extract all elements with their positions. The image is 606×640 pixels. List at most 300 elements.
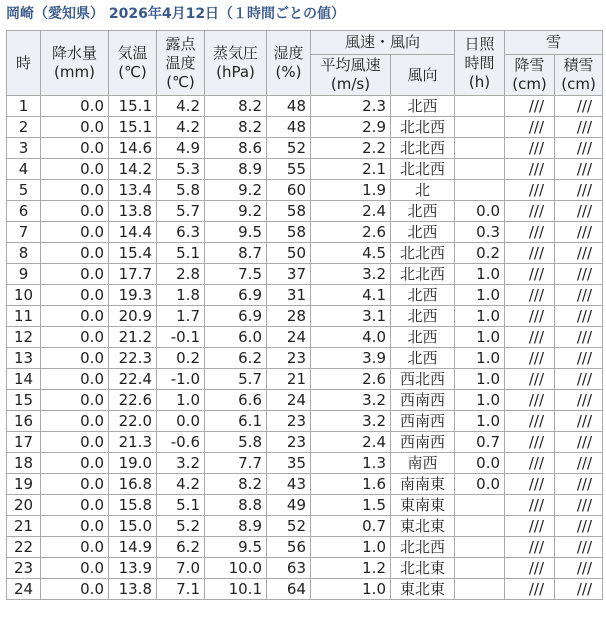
cell-hour: 22 xyxy=(7,537,41,558)
cell-sunshine: 1.0 xyxy=(455,327,505,348)
cell-hour: 4 xyxy=(7,159,41,180)
cell-temperature: 15.0 xyxy=(109,516,157,537)
cell-temperature: 22.6 xyxy=(109,390,157,411)
cell-wind-speed: 3.1 xyxy=(311,306,391,327)
cell-hour: 18 xyxy=(7,453,41,474)
cell-wind-speed: 1.0 xyxy=(311,537,391,558)
header-snow-depth: 積雪 (cm) xyxy=(555,55,603,96)
cell-vapor-pressure: 8.2 xyxy=(205,117,267,138)
cell-snow-depth: /// xyxy=(555,306,603,327)
cell-vapor-pressure: 9.5 xyxy=(205,222,267,243)
cell-vapor-pressure: 8.6 xyxy=(205,138,267,159)
cell-precipitation: 0.0 xyxy=(41,327,109,348)
table-row xyxy=(7,453,603,474)
cell-snowfall: /// xyxy=(505,201,555,222)
cell-precipitation: 0.0 xyxy=(41,180,109,201)
table-row xyxy=(7,180,603,201)
cell-dewpoint: 4.2 xyxy=(157,96,205,117)
cell-snow-depth: /// xyxy=(555,390,603,411)
cell-sunshine xyxy=(455,180,505,201)
cell-snowfall: /// xyxy=(505,180,555,201)
header-vapor-pressure: 蒸気圧 (hPa) xyxy=(205,31,267,96)
cell-vapor-pressure: 8.2 xyxy=(205,474,267,495)
cell-dewpoint: 0.0 xyxy=(157,411,205,432)
cell-vapor-pressure: 9.5 xyxy=(205,537,267,558)
cell-snow-depth: /// xyxy=(555,222,603,243)
cell-wind-speed: 2.6 xyxy=(311,369,391,390)
cell-dewpoint: 5.7 xyxy=(157,201,205,222)
cell-snow-depth: /// xyxy=(555,201,603,222)
header-sunshine: 日照 時間 (h) xyxy=(455,31,505,96)
cell-snow-depth: /// xyxy=(555,369,603,390)
cell-humidity: 63 xyxy=(267,558,311,579)
cell-snowfall: /// xyxy=(505,495,555,516)
cell-temperature: 21.3 xyxy=(109,432,157,453)
cell-hour: 21 xyxy=(7,516,41,537)
cell-sunshine: 1.0 xyxy=(455,264,505,285)
cell-dewpoint: 4.2 xyxy=(157,117,205,138)
cell-hour: 17 xyxy=(7,432,41,453)
cell-sunshine xyxy=(455,537,505,558)
cell-snow-depth: /// xyxy=(555,243,603,264)
cell-humidity: 23 xyxy=(267,411,311,432)
cell-sunshine: 1.0 xyxy=(455,348,505,369)
cell-precipitation: 0.0 xyxy=(41,159,109,180)
table-row xyxy=(7,201,603,222)
cell-snowfall: /// xyxy=(505,117,555,138)
cell-vapor-pressure: 7.7 xyxy=(205,453,267,474)
cell-wind-direction: 北北西 xyxy=(391,117,455,138)
cell-wind-speed: 3.9 xyxy=(311,348,391,369)
cell-dewpoint: 5.8 xyxy=(157,180,205,201)
cell-snowfall: /// xyxy=(505,96,555,117)
cell-wind-speed: 2.1 xyxy=(311,159,391,180)
cell-vapor-pressure: 6.6 xyxy=(205,390,267,411)
table-row xyxy=(7,348,603,369)
cell-wind-direction: 北西 xyxy=(391,285,455,306)
cell-wind-speed: 3.2 xyxy=(311,390,391,411)
cell-snow-depth: /// xyxy=(555,264,603,285)
cell-vapor-pressure: 8.7 xyxy=(205,243,267,264)
cell-snow-depth: /// xyxy=(555,579,603,600)
hourly-observation-table xyxy=(6,30,603,600)
cell-sunshine: 0.0 xyxy=(455,474,505,495)
cell-snow-depth: /// xyxy=(555,138,603,159)
cell-wind-speed: 1.0 xyxy=(311,579,391,600)
cell-hour: 15 xyxy=(7,390,41,411)
cell-precipitation: 0.0 xyxy=(41,138,109,159)
cell-snow-depth: /// xyxy=(555,159,603,180)
cell-wind-speed: 0.7 xyxy=(311,516,391,537)
cell-humidity: 23 xyxy=(267,348,311,369)
cell-humidity: 23 xyxy=(267,432,311,453)
cell-hour: 2 xyxy=(7,117,41,138)
cell-snowfall: /// xyxy=(505,159,555,180)
table-row xyxy=(7,306,603,327)
cell-dewpoint: -0.1 xyxy=(157,327,205,348)
cell-snowfall: /// xyxy=(505,516,555,537)
table-row xyxy=(7,411,603,432)
cell-wind-speed: 3.2 xyxy=(311,411,391,432)
table-row xyxy=(7,558,603,579)
cell-snow-depth: /// xyxy=(555,516,603,537)
cell-precipitation: 0.0 xyxy=(41,285,109,306)
cell-sunshine xyxy=(455,138,505,159)
cell-hour: 23 xyxy=(7,558,41,579)
table-row xyxy=(7,579,603,600)
header-snow-group: 雪 xyxy=(505,31,603,55)
cell-snowfall: /// xyxy=(505,537,555,558)
cell-vapor-pressure: 8.9 xyxy=(205,516,267,537)
cell-vapor-pressure: 8.9 xyxy=(205,159,267,180)
cell-vapor-pressure: 10.0 xyxy=(205,558,267,579)
cell-snow-depth: /// xyxy=(555,327,603,348)
cell-sunshine: 0.2 xyxy=(455,243,505,264)
table-row xyxy=(7,390,603,411)
table-row xyxy=(7,117,603,138)
cell-snow-depth: /// xyxy=(555,117,603,138)
cell-temperature: 20.9 xyxy=(109,306,157,327)
cell-wind-direction: 東北東 xyxy=(391,516,455,537)
cell-dewpoint: 5.1 xyxy=(157,243,205,264)
cell-wind-direction: 北北西 xyxy=(391,537,455,558)
table-row xyxy=(7,495,603,516)
cell-sunshine: 1.0 xyxy=(455,411,505,432)
cell-hour: 6 xyxy=(7,201,41,222)
cell-snow-depth: /// xyxy=(555,495,603,516)
cell-vapor-pressure: 8.2 xyxy=(205,96,267,117)
cell-humidity: 60 xyxy=(267,180,311,201)
cell-humidity: 28 xyxy=(267,306,311,327)
cell-snowfall: /// xyxy=(505,411,555,432)
cell-wind-direction: 北西 xyxy=(391,348,455,369)
cell-hour: 3 xyxy=(7,138,41,159)
cell-sunshine: 1.0 xyxy=(455,306,505,327)
cell-wind-direction: 北西 xyxy=(391,96,455,117)
cell-dewpoint: 1.7 xyxy=(157,306,205,327)
cell-vapor-pressure: 6.1 xyxy=(205,411,267,432)
cell-temperature: 19.3 xyxy=(109,285,157,306)
cell-dewpoint: 1.0 xyxy=(157,390,205,411)
cell-sunshine: 1.0 xyxy=(455,390,505,411)
cell-precipitation: 0.0 xyxy=(41,306,109,327)
cell-hour: 1 xyxy=(7,96,41,117)
cell-dewpoint: 0.2 xyxy=(157,348,205,369)
cell-snow-depth: /// xyxy=(555,453,603,474)
cell-hour: 8 xyxy=(7,243,41,264)
cell-humidity: 37 xyxy=(267,264,311,285)
cell-precipitation: 0.0 xyxy=(41,201,109,222)
header-precipitation: 降水量 (mm) xyxy=(41,31,109,96)
cell-dewpoint: 5.1 xyxy=(157,495,205,516)
cell-snowfall: /// xyxy=(505,579,555,600)
cell-wind-speed: 1.6 xyxy=(311,474,391,495)
cell-wind-direction: 北北西 xyxy=(391,159,455,180)
cell-dewpoint: 4.2 xyxy=(157,474,205,495)
cell-humidity: 58 xyxy=(267,222,311,243)
cell-snow-depth: /// xyxy=(555,474,603,495)
cell-wind-direction: 北 xyxy=(391,180,455,201)
cell-vapor-pressure: 6.0 xyxy=(205,327,267,348)
cell-temperature: 15.8 xyxy=(109,495,157,516)
cell-snowfall: /// xyxy=(505,369,555,390)
cell-temperature: 21.2 xyxy=(109,327,157,348)
cell-wind-speed: 2.2 xyxy=(311,138,391,159)
cell-vapor-pressure: 6.9 xyxy=(205,285,267,306)
cell-humidity: 64 xyxy=(267,579,311,600)
cell-dewpoint: 1.8 xyxy=(157,285,205,306)
cell-vapor-pressure: 10.1 xyxy=(205,579,267,600)
cell-wind-speed: 1.2 xyxy=(311,558,391,579)
cell-wind-speed: 2.4 xyxy=(311,201,391,222)
header-wind-group: 風速・風向 xyxy=(311,31,455,55)
cell-temperature: 14.9 xyxy=(109,537,157,558)
cell-humidity: 48 xyxy=(267,96,311,117)
cell-sunshine xyxy=(455,96,505,117)
header-wind-speed: 平均風速 (m/s) xyxy=(311,55,391,96)
table-row xyxy=(7,222,603,243)
cell-temperature: 17.7 xyxy=(109,264,157,285)
cell-dewpoint: 7.1 xyxy=(157,579,205,600)
table-row xyxy=(7,432,603,453)
cell-wind-speed: 4.1 xyxy=(311,285,391,306)
cell-wind-direction: 西北西 xyxy=(391,369,455,390)
cell-hour: 12 xyxy=(7,327,41,348)
cell-wind-direction: 東南東 xyxy=(391,495,455,516)
cell-humidity: 55 xyxy=(267,159,311,180)
cell-snowfall: /// xyxy=(505,474,555,495)
cell-dewpoint: 5.3 xyxy=(157,159,205,180)
cell-wind-speed: 4.5 xyxy=(311,243,391,264)
header-hour: 時 xyxy=(7,31,41,96)
cell-wind-speed: 4.0 xyxy=(311,327,391,348)
cell-snow-depth: /// xyxy=(555,285,603,306)
table-row xyxy=(7,474,603,495)
cell-humidity: 31 xyxy=(267,285,311,306)
cell-snow-depth: /// xyxy=(555,432,603,453)
page-title: 岡崎（愛知県） 2026年4月12日（１時間ごとの値） xyxy=(6,6,346,22)
cell-temperature: 14.4 xyxy=(109,222,157,243)
cell-hour: 9 xyxy=(7,264,41,285)
cell-dewpoint: -0.6 xyxy=(157,432,205,453)
cell-vapor-pressure: 5.7 xyxy=(205,369,267,390)
cell-humidity: 52 xyxy=(267,516,311,537)
cell-precipitation: 0.0 xyxy=(41,243,109,264)
cell-wind-direction: 北西 xyxy=(391,327,455,348)
cell-humidity: 24 xyxy=(267,327,311,348)
cell-sunshine: 0.7 xyxy=(455,432,505,453)
cell-snowfall: /// xyxy=(505,264,555,285)
cell-precipitation: 0.0 xyxy=(41,348,109,369)
table-row xyxy=(7,96,603,117)
cell-humidity: 24 xyxy=(267,390,311,411)
cell-humidity: 35 xyxy=(267,453,311,474)
cell-dewpoint: 6.2 xyxy=(157,537,205,558)
cell-temperature: 19.0 xyxy=(109,453,157,474)
cell-temperature: 22.4 xyxy=(109,369,157,390)
cell-humidity: 43 xyxy=(267,474,311,495)
cell-precipitation: 0.0 xyxy=(41,516,109,537)
cell-wind-direction: 北北西 xyxy=(391,243,455,264)
cell-snow-depth: /// xyxy=(555,411,603,432)
cell-dewpoint: 2.8 xyxy=(157,264,205,285)
cell-wind-speed: 2.4 xyxy=(311,432,391,453)
cell-wind-direction: 北北西 xyxy=(391,138,455,159)
cell-sunshine: 0.0 xyxy=(455,453,505,474)
table-row xyxy=(7,159,603,180)
cell-wind-speed: 2.9 xyxy=(311,117,391,138)
table-row xyxy=(7,327,603,348)
table-header xyxy=(7,31,603,96)
cell-temperature: 14.2 xyxy=(109,159,157,180)
cell-wind-speed: 3.2 xyxy=(311,264,391,285)
cell-temperature: 16.8 xyxy=(109,474,157,495)
cell-snowfall: /// xyxy=(505,432,555,453)
cell-humidity: 50 xyxy=(267,243,311,264)
cell-precipitation: 0.0 xyxy=(41,222,109,243)
cell-snow-depth: /// xyxy=(555,558,603,579)
cell-dewpoint: 6.3 xyxy=(157,222,205,243)
cell-hour: 10 xyxy=(7,285,41,306)
cell-precipitation: 0.0 xyxy=(41,390,109,411)
cell-temperature: 22.3 xyxy=(109,348,157,369)
cell-hour: 20 xyxy=(7,495,41,516)
cell-wind-speed: 2.6 xyxy=(311,222,391,243)
cell-sunshine xyxy=(455,159,505,180)
cell-snowfall: /// xyxy=(505,348,555,369)
cell-snow-depth: /// xyxy=(555,537,603,558)
cell-wind-direction: 東北東 xyxy=(391,579,455,600)
header-snowfall: 降雪 (cm) xyxy=(505,55,555,96)
cell-hour: 11 xyxy=(7,306,41,327)
cell-vapor-pressure: 8.8 xyxy=(205,495,267,516)
cell-dewpoint: 5.2 xyxy=(157,516,205,537)
cell-temperature: 13.4 xyxy=(109,180,157,201)
table-body xyxy=(7,96,603,600)
cell-wind-direction: 北西 xyxy=(391,306,455,327)
cell-precipitation: 0.0 xyxy=(41,411,109,432)
cell-snowfall: /// xyxy=(505,327,555,348)
table-row xyxy=(7,369,603,390)
cell-precipitation: 0.0 xyxy=(41,474,109,495)
cell-hour: 7 xyxy=(7,222,41,243)
cell-sunshine: 0.3 xyxy=(455,222,505,243)
cell-vapor-pressure: 9.2 xyxy=(205,180,267,201)
table-row xyxy=(7,516,603,537)
table-row xyxy=(7,285,603,306)
cell-temperature: 15.1 xyxy=(109,96,157,117)
cell-vapor-pressure: 6.9 xyxy=(205,306,267,327)
cell-snowfall: /// xyxy=(505,306,555,327)
cell-hour: 19 xyxy=(7,474,41,495)
table-row xyxy=(7,243,603,264)
cell-precipitation: 0.0 xyxy=(41,96,109,117)
table-row xyxy=(7,264,603,285)
cell-precipitation: 0.0 xyxy=(41,579,109,600)
cell-hour: 13 xyxy=(7,348,41,369)
cell-precipitation: 0.0 xyxy=(41,453,109,474)
cell-sunshine: 0.0 xyxy=(455,201,505,222)
cell-temperature: 13.9 xyxy=(109,558,157,579)
header-humidity: 湿度 (%) xyxy=(267,31,311,96)
header-wind-direction: 風向 xyxy=(391,55,455,96)
cell-humidity: 52 xyxy=(267,138,311,159)
cell-humidity: 58 xyxy=(267,201,311,222)
cell-vapor-pressure: 6.2 xyxy=(205,348,267,369)
cell-snowfall: /// xyxy=(505,222,555,243)
cell-wind-direction: 南西 xyxy=(391,453,455,474)
cell-temperature: 15.1 xyxy=(109,117,157,138)
cell-sunshine: 1.0 xyxy=(455,369,505,390)
cell-temperature: 15.4 xyxy=(109,243,157,264)
cell-hour: 24 xyxy=(7,579,41,600)
cell-wind-direction: 南南東 xyxy=(391,474,455,495)
table-row xyxy=(7,537,603,558)
cell-snowfall: /// xyxy=(505,453,555,474)
table-row xyxy=(7,138,603,159)
cell-sunshine xyxy=(455,558,505,579)
cell-sunshine: 1.0 xyxy=(455,285,505,306)
cell-dewpoint: 7.0 xyxy=(157,558,205,579)
cell-hour: 14 xyxy=(7,369,41,390)
header-dewpoint: 露点 温度 (℃) xyxy=(157,31,205,96)
cell-vapor-pressure: 9.2 xyxy=(205,201,267,222)
header-temperature: 気温 (℃) xyxy=(109,31,157,96)
cell-snowfall: /// xyxy=(505,558,555,579)
cell-wind-speed: 1.5 xyxy=(311,495,391,516)
cell-temperature: 13.8 xyxy=(109,201,157,222)
cell-precipitation: 0.0 xyxy=(41,432,109,453)
cell-precipitation: 0.0 xyxy=(41,369,109,390)
cell-dewpoint: -1.0 xyxy=(157,369,205,390)
cell-snow-depth: /// xyxy=(555,96,603,117)
cell-hour: 16 xyxy=(7,411,41,432)
cell-snow-depth: /// xyxy=(555,180,603,201)
cell-wind-direction: 北西 xyxy=(391,222,455,243)
cell-wind-direction: 西南西 xyxy=(391,432,455,453)
cell-wind-speed: 1.3 xyxy=(311,453,391,474)
cell-snowfall: /// xyxy=(505,390,555,411)
cell-snowfall: /// xyxy=(505,285,555,306)
cell-temperature: 22.0 xyxy=(109,411,157,432)
cell-dewpoint: 3.2 xyxy=(157,453,205,474)
cell-dewpoint: 4.9 xyxy=(157,138,205,159)
cell-wind-direction: 西南西 xyxy=(391,390,455,411)
cell-precipitation: 0.0 xyxy=(41,558,109,579)
cell-wind-direction: 北北東 xyxy=(391,558,455,579)
cell-wind-speed: 1.9 xyxy=(311,180,391,201)
cell-hour: 5 xyxy=(7,180,41,201)
cell-snowfall: /// xyxy=(505,138,555,159)
cell-humidity: 49 xyxy=(267,495,311,516)
cell-wind-direction: 西南西 xyxy=(391,411,455,432)
cell-snowfall: /// xyxy=(505,243,555,264)
cell-temperature: 13.8 xyxy=(109,579,157,600)
cell-humidity: 21 xyxy=(267,369,311,390)
cell-sunshine xyxy=(455,117,505,138)
cell-sunshine xyxy=(455,579,505,600)
cell-wind-direction: 北西 xyxy=(391,201,455,222)
cell-precipitation: 0.0 xyxy=(41,495,109,516)
cell-sunshine xyxy=(455,516,505,537)
cell-humidity: 56 xyxy=(267,537,311,558)
cell-wind-speed: 2.3 xyxy=(311,96,391,117)
cell-vapor-pressure: 5.8 xyxy=(205,432,267,453)
cell-temperature: 14.6 xyxy=(109,138,157,159)
cell-humidity: 48 xyxy=(267,117,311,138)
cell-wind-direction: 北北西 xyxy=(391,264,455,285)
cell-precipitation: 0.0 xyxy=(41,117,109,138)
